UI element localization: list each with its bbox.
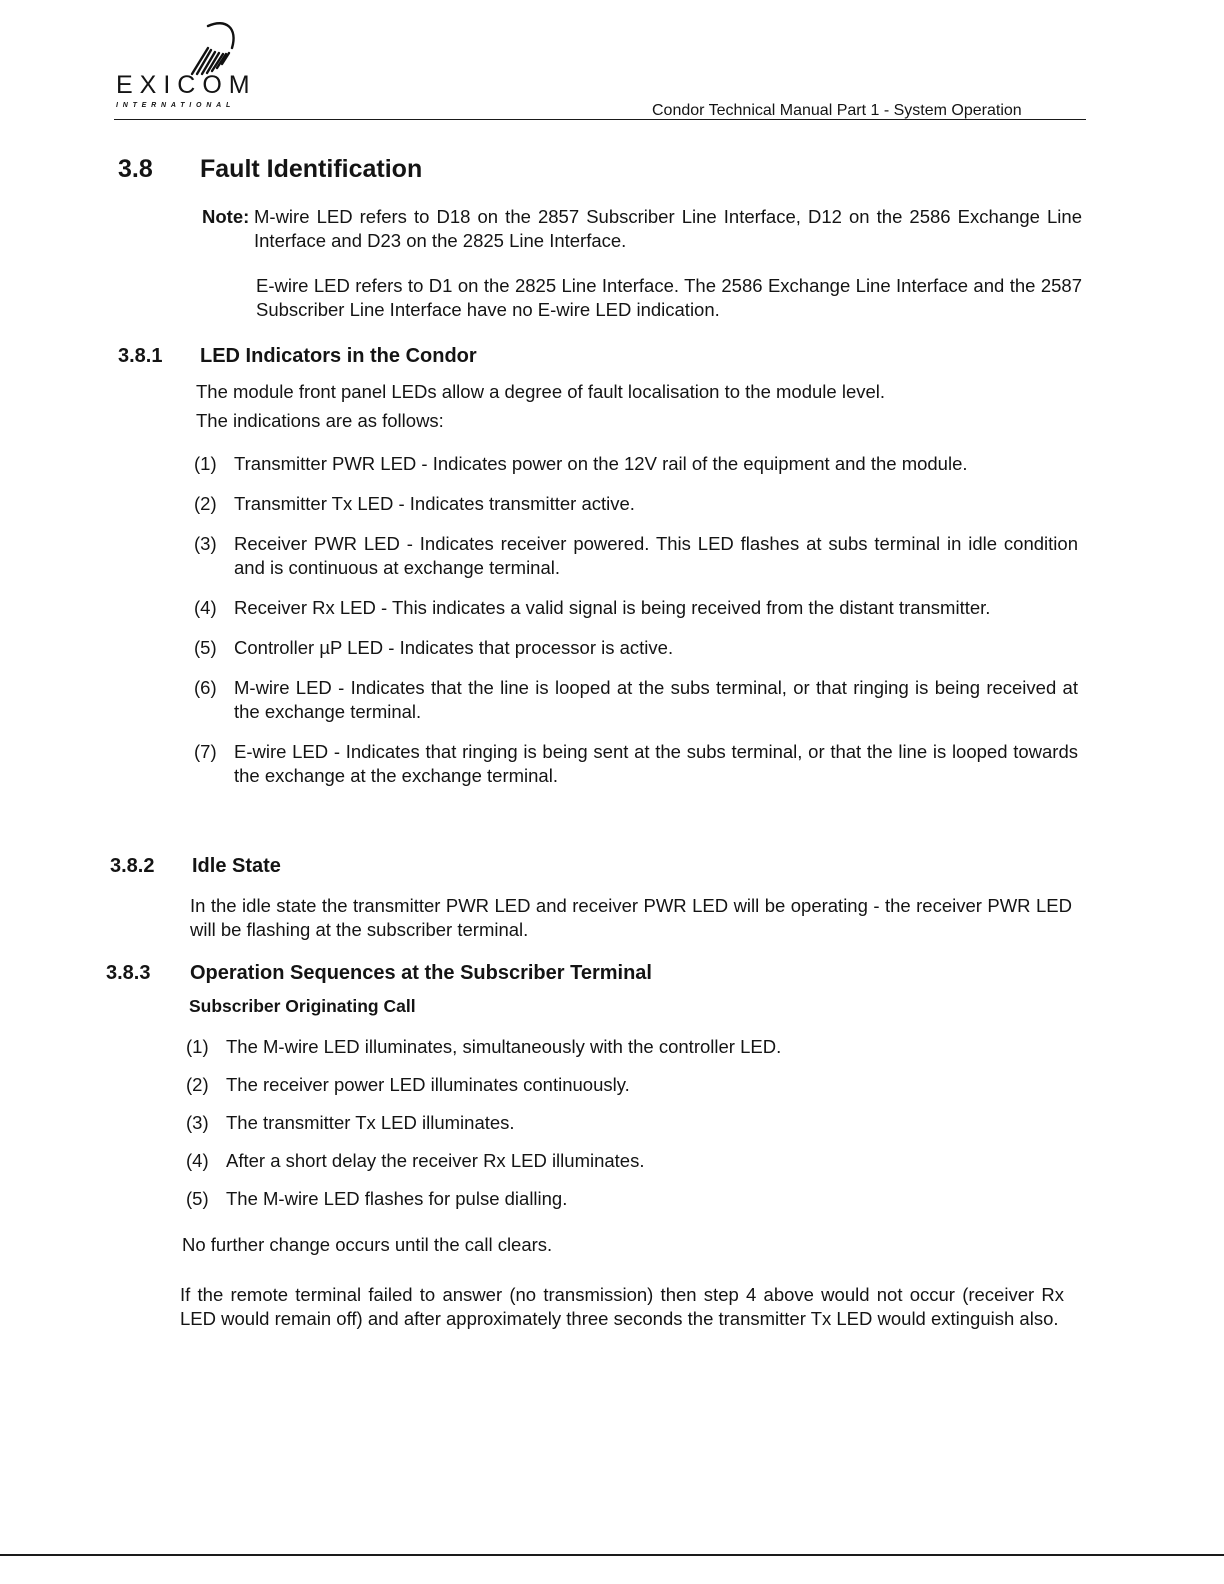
led-intro-1: The module front panel LEDs allow a degree of fault localisation to the module level. bbox=[196, 381, 886, 402]
logo-subtitle: INTERNATIONAL bbox=[116, 102, 236, 109]
list-item-text: The transmitter Tx LED illuminates. bbox=[226, 1112, 515, 1133]
note-text-1 bbox=[256, 205, 1082, 253]
list-item bbox=[194, 740, 1078, 788]
idle-state-body: In the idle state the transmitter PWR LED and receiver PWR LED will be operating - the receiver PWR LED will be flashing at the subscriber terminal. bbox=[190, 895, 1072, 940]
list-item-number: (5) bbox=[186, 1188, 209, 1209]
list-item-text: M-wire LED - Indicates that the line is looped at the subs terminal, or that ringing is being received at the exchange terminal. bbox=[234, 677, 1078, 722]
list-item bbox=[186, 1187, 1066, 1211]
list-item bbox=[194, 532, 1078, 580]
subsection-title-383: Operation Sequences at the Subscriber Terminal bbox=[190, 962, 652, 984]
exicom-logo-mark bbox=[186, 18, 246, 78]
list-item bbox=[186, 1111, 1066, 1135]
header-rule bbox=[114, 119, 1086, 120]
subsection-title-381: LED Indicators in the Condor bbox=[200, 345, 477, 367]
no-further-change-text: No further change occurs until the call clears. bbox=[182, 1234, 553, 1255]
list-item-text: After a short delay the receiver Rx LED illuminates. bbox=[226, 1150, 645, 1171]
led-indicator-list bbox=[194, 452, 1078, 788]
list-item bbox=[186, 1149, 1066, 1173]
list-item-number: (1) bbox=[186, 1036, 209, 1057]
list-item bbox=[194, 596, 1078, 620]
list-item-text: Receiver Rx LED - This indicates a valid signal is being received from the distant transmitter. bbox=[234, 597, 991, 618]
list-item-text: Receiver PWR LED - Indicates receiver powered. This LED flashes at subs terminal in idle condition and is continuous at exchange terminal. bbox=[234, 533, 1078, 578]
list-item-text: The M-wire LED flashes for pulse dialling. bbox=[226, 1188, 568, 1209]
subsection-number-383: 3.8.3 bbox=[106, 962, 151, 984]
subsection-title-382: Idle State bbox=[192, 855, 281, 877]
list-item bbox=[186, 1073, 1066, 1097]
list-item-text: Transmitter PWR LED - Indicates power on the 12V rail of the equipment and the module. bbox=[234, 453, 968, 474]
list-item-number: (3) bbox=[186, 1112, 209, 1133]
list-item bbox=[194, 452, 1078, 476]
section-number: 3.8 bbox=[118, 155, 153, 183]
list-item-text: The receiver power LED illuminates continuously. bbox=[226, 1074, 630, 1095]
list-item bbox=[194, 492, 1078, 516]
list-item-number: (3) bbox=[194, 533, 217, 554]
note-text-2: E-wire LED refers to D1 on the 2825 Line Interface. The 2586 Exchange Line Interface and the 2587 Subscriber Line Interface have no E-wire LED indication. bbox=[256, 275, 1082, 320]
section-title: Fault Identification bbox=[200, 155, 423, 183]
list-item-number: (7) bbox=[194, 741, 217, 762]
remote-no-answer-text: If the remote terminal failed to answer (no transmission) then step 4 above would not occur (receiver Rx LED would remain off) and after approximately three seconds the transmitter Tx LED would extinguish also. bbox=[180, 1284, 1064, 1329]
subsection-number-382: 3.8.2 bbox=[110, 855, 155, 877]
list-item-number: (2) bbox=[186, 1074, 209, 1095]
list-item-text: The M-wire LED illuminates, simultaneously with the controller LED. bbox=[226, 1036, 782, 1057]
led-intro-2: The indications are as follows: bbox=[196, 410, 444, 431]
list-item-number: (4) bbox=[186, 1150, 209, 1171]
list-item-text: Transmitter Tx LED - Indicates transmitter active. bbox=[234, 493, 635, 514]
logo-wordmark: EXICOM bbox=[116, 71, 257, 99]
subsection-subtitle-383: Subscriber Originating Call bbox=[189, 996, 416, 1016]
list-item-number: (5) bbox=[194, 637, 217, 658]
subsection-number-381: 3.8.1 bbox=[118, 345, 163, 367]
list-item-number: (4) bbox=[194, 597, 217, 618]
footer-rule bbox=[0, 1554, 1224, 1556]
note-label: Note: bbox=[202, 206, 250, 227]
list-item-text: Controller µP LED - Indicates that processor is active. bbox=[234, 637, 674, 658]
list-item-number: (2) bbox=[194, 493, 217, 514]
list-item-text: E-wire LED - Indicates that ringing is being sent at the subs terminal, or that the line is looped towards the exchange at the exchange terminal. bbox=[234, 741, 1078, 786]
list-item bbox=[194, 676, 1078, 724]
running-header-title: Condor Technical Manual Part 1 - System Operation bbox=[652, 102, 1022, 119]
list-item bbox=[194, 636, 1078, 660]
list-item-number: (6) bbox=[194, 677, 217, 698]
note-text-1-body: M-wire LED refers to D18 on the 2857 Subscriber Line Interface, D12 on the 2586 Exchange Line Interface and D23 on the 2825 Line Interface. bbox=[254, 206, 1082, 251]
originating-call-list bbox=[186, 1035, 1066, 1211]
list-item-number: (1) bbox=[194, 453, 217, 474]
list-item bbox=[186, 1035, 1066, 1059]
